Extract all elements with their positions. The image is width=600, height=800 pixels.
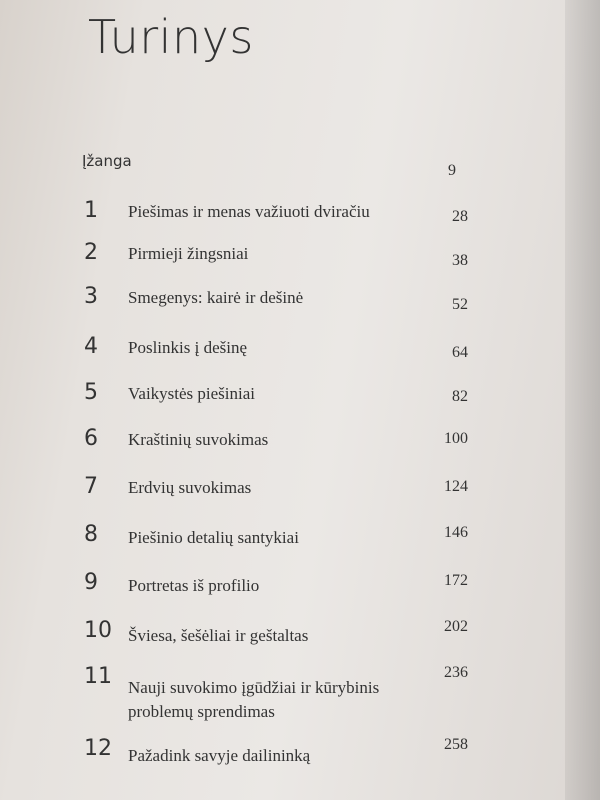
chapter-number: 3 bbox=[84, 284, 98, 309]
chapter-number: 2 bbox=[84, 240, 98, 265]
chapter-title: Erdvių suvokimas bbox=[128, 478, 252, 497]
chapter-page: 202 bbox=[444, 618, 468, 635]
chapter-title: Piešinio detalių santykiai bbox=[128, 528, 299, 547]
chapter-number: 7 bbox=[84, 474, 98, 499]
chapter-title: Vaikystės piešiniai bbox=[128, 384, 256, 403]
chapter-page: 146 bbox=[444, 524, 468, 541]
chapter-page: 100 bbox=[444, 430, 468, 447]
chapter-title: Šviesa, šešėliai ir geštaltas bbox=[128, 626, 309, 645]
chapter-number: 9 bbox=[84, 570, 98, 595]
chapter-number: 4 bbox=[84, 334, 98, 359]
chapter-title: Nauji suvokimo įgūdžiai ir kūrybinis problemų sprendimas bbox=[128, 678, 380, 721]
intro-label: Įžanga bbox=[82, 152, 132, 170]
chapter-number: 12 bbox=[84, 736, 112, 761]
chapter-page: 28 bbox=[452, 208, 468, 225]
chapter-title: Pažadink savyje dailininką bbox=[128, 746, 311, 765]
chapter-page: 52 bbox=[452, 296, 468, 313]
chapter-page: 82 bbox=[452, 388, 468, 405]
chapter-page: 236 bbox=[444, 664, 468, 681]
chapter-title: Kraštinių suvokimas bbox=[128, 430, 269, 449]
chapter-title: Poslinkis į dešinę bbox=[128, 338, 248, 357]
chapter-page: 64 bbox=[452, 344, 468, 361]
chapter-page: 38 bbox=[452, 252, 468, 269]
chapter-number: 6 bbox=[84, 426, 98, 451]
chapter-page: 258 bbox=[444, 736, 468, 753]
chapter-title: Pirmieji žingsniai bbox=[128, 244, 249, 263]
chapter-page: 172 bbox=[444, 572, 468, 589]
chapter-number: 10 bbox=[84, 618, 112, 643]
intro-page-number: 9 bbox=[448, 162, 456, 179]
page-edge-shadow bbox=[565, 0, 600, 800]
chapter-number: 11 bbox=[84, 664, 112, 689]
chapter-title: Portretas iš profilio bbox=[128, 576, 260, 595]
chapter-title: Piešimas ir menas važiuoti dviračiu bbox=[128, 202, 370, 221]
chapter-number: 5 bbox=[84, 380, 98, 405]
chapter-title: Smegenys: kairė ir dešinė bbox=[128, 288, 304, 307]
chapter-page: 124 bbox=[444, 478, 468, 495]
chapter-number: 8 bbox=[84, 522, 98, 547]
page-title: Turinys bbox=[88, 10, 254, 64]
chapter-number: 1 bbox=[84, 198, 98, 223]
